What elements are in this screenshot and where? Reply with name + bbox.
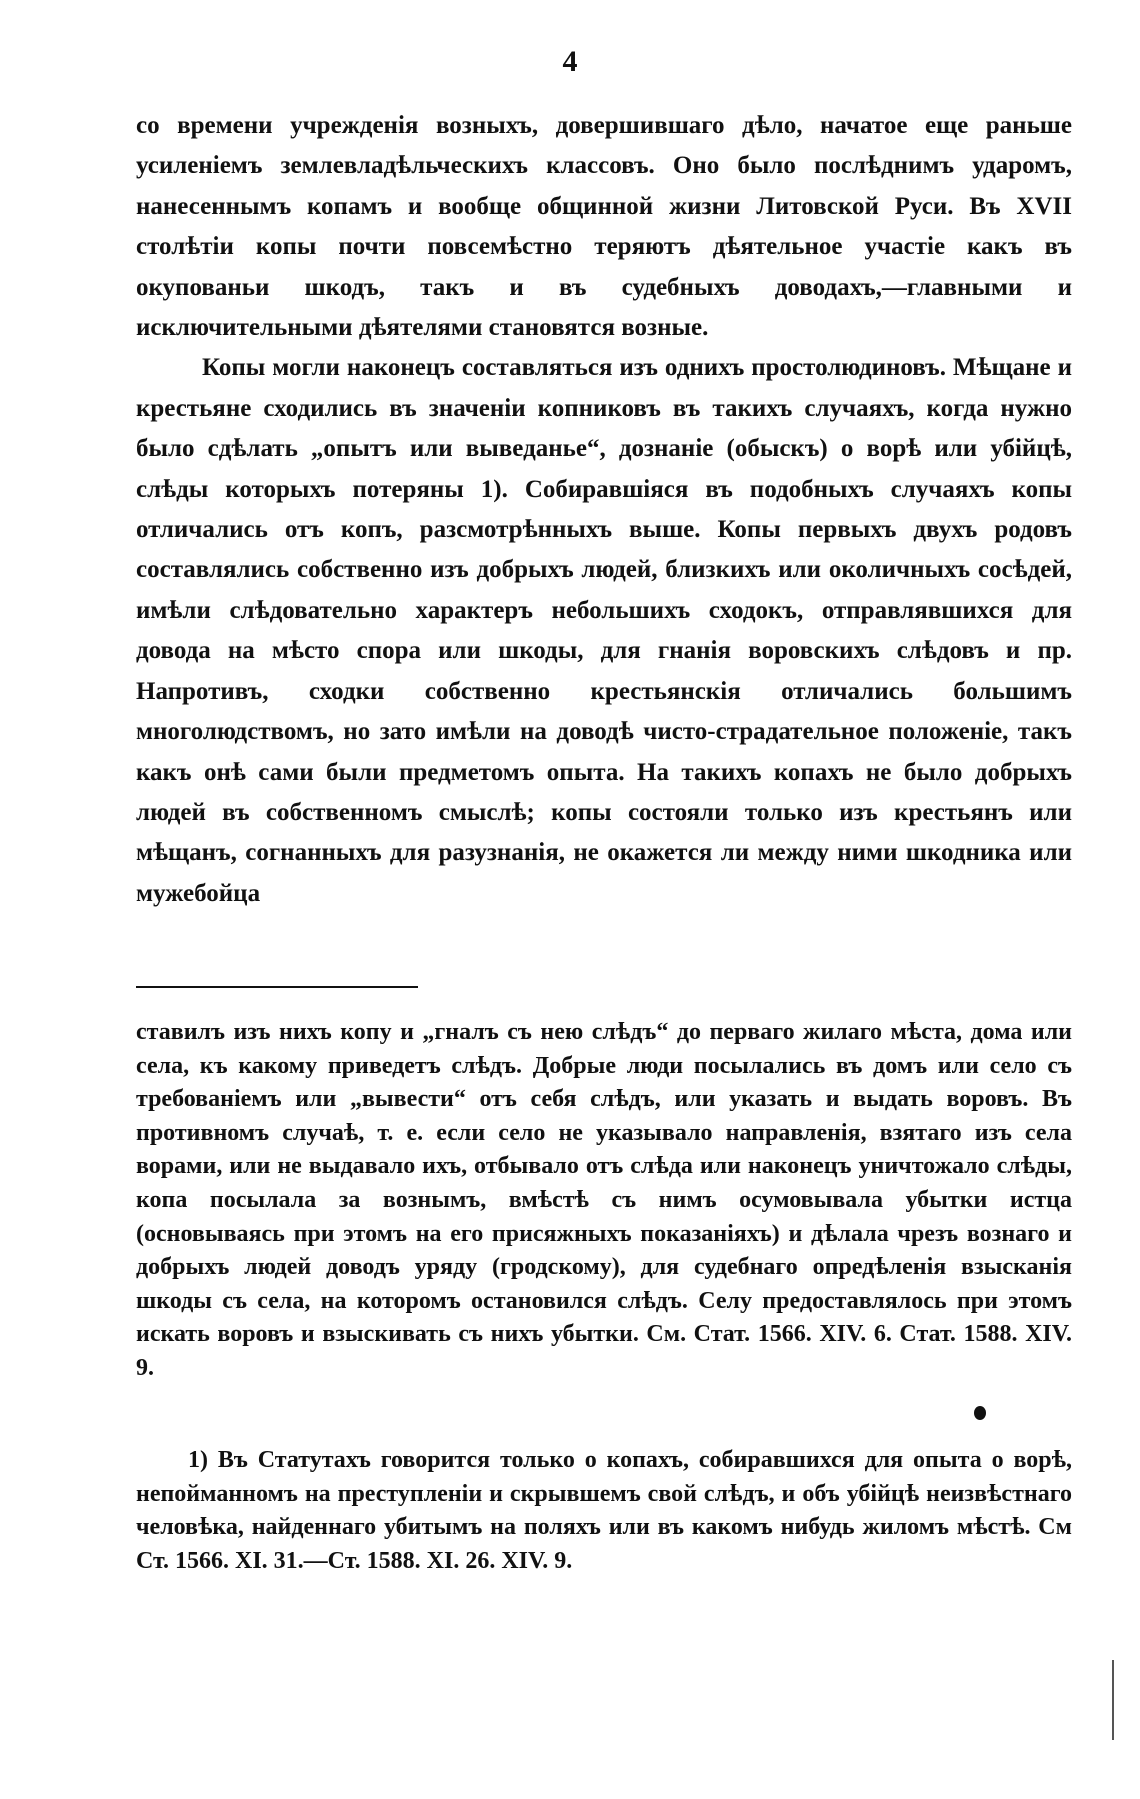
- scan-edge-mark: [1112, 1660, 1114, 1740]
- paragraph-continued: со времени учрежденія возныхъ, довершившаго дѣло, начатое еще раньше усиленіемъ землевладѣльческихъ классовъ. Оно было послѣднимъ ударомъ, нанесеннымъ копамъ и вообще общинной жизни Литовской Руси. Въ XVII столѣтіи копы почти повсемѣстно теряютъ дѣятельное участіе какъ въ окупованьи шкодъ, такъ и въ судебныхъ доводахъ,—главными и исключительными дѣятелями становятся возные.: [136, 112, 1072, 342]
- paragraph-kopy: Копы могли наконецъ составляться изъ однихъ простолюдиновъ. Мѣщане и крестьяне сходились въ значеніи копниковъ въ такихъ случаяхъ, когда нужно было сдѣлать „опытъ или выведанье“, дознаніе (обыскъ) о ворѣ или убійцѣ, слѣды которыхъ потеряны 1). Собиравшіяся въ подобныхъ случаяхъ копы отличались отъ копъ, разсмотрѣнныхъ выше. Копы первыхъ двухъ родовъ составлялись собственно изъ добрыхъ людей, близкихъ или околичныхъ сосѣдей, имѣли слѣдовательно характеръ небольшихъ сходокъ, отправлявшихся для довода на мѣсто спора или шкоды, для гнанія воровскихъ слѣдовъ и пр. Напротивъ, сходки собственно крестьянскія отличались большимъ многолюдствомъ, но зато имѣли на доводѣ чисто-страдательное положеніе, такъ какъ онѣ сами были предметомъ опыта. На такихъ копахъ не было добрыхъ людей въ собственномъ смыслѣ; копы состояли только изъ крестьянъ или мѣщанъ, согнанныхъ для разузнанія, не окажется ли между ними шкодника или мужебойца: [136, 354, 1072, 907]
- page-number: 4: [562, 45, 578, 78]
- main-text-block: [136, 106, 1072, 914]
- ink-blot-mark: [974, 1406, 986, 1420]
- footnote-1: [136, 1444, 1072, 1578]
- footnote-text: 1) Въ Статутахъ говорится только о копахъ, собиравшихся для опыта о ворѣ, непойманномъ на преступленіи и скрывшемъ свой слѣдъ, и объ убійцѣ неизвѣстнаго человѣка, найденнаго убитымъ на поляхъ или въ какомъ нибудь жиломъ мѣстѣ. См Ст. 1566. XI. 31.—Ст. 1588. XI. 26. XIV. 9.: [136, 1447, 1072, 1574]
- footnote-divider: [136, 986, 418, 988]
- previous-footnote-continuation: [136, 1016, 1072, 1386]
- continuation-paragraph: ставилъ изъ нихъ копу и „гналъ съ нею слѣдъ“ до перваго жилаго мѣста, дома или села, къ какому приведетъ слѣдъ. Добрые люди посылались въ домъ или село съ требованіемъ или „вывести“ отъ себя слѣдъ, или указать и выдать воровъ. Въ противномъ случаѣ, т. е. если село не указывало направленія, взятаго изъ села ворами, или не выдавало ихъ, отбывало отъ слѣда или наконецъ уничтожало слѣды, копа посылала за вознымъ, вмѣстѣ съ нимъ осумовывала убытки истца (основываясь при этомъ на его присяжныхъ показаніяхъ) и дѣлала чрезъ вознаго и добрыхъ людей доводъ уряду (гродскому), для судебнаго опредѣленія взысканія шкоды съ села, на которомъ остановился слѣдъ. Селу предоставлялось при этомъ искать воровъ и взыскивать съ нихъ убытки. См. Стат. 1566. XIV. 6. Стат. 1588. XIV. 9.: [136, 1019, 1072, 1381]
